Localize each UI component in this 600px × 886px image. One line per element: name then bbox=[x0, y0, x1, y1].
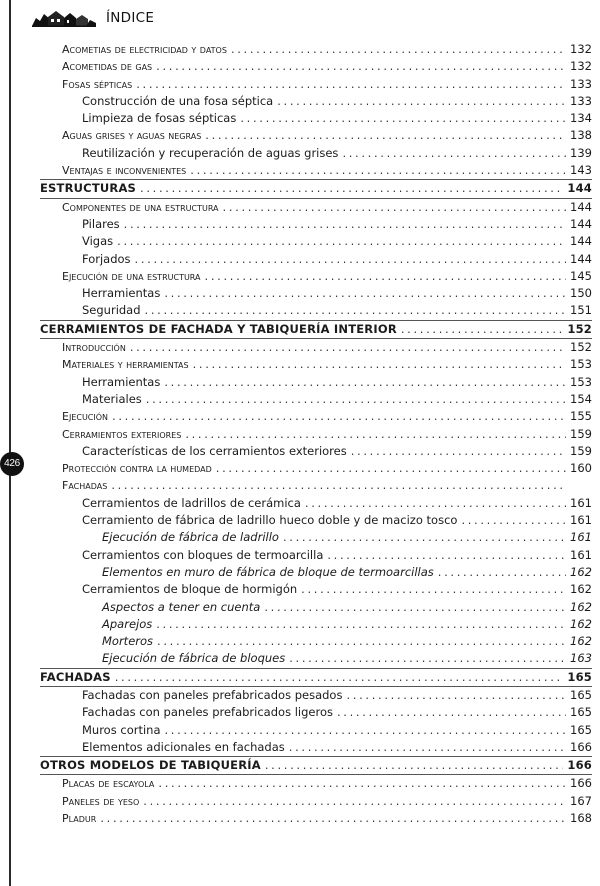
toc-section-row[interactable] bbox=[40, 757, 592, 774]
toc-page-number: 161 bbox=[570, 513, 592, 528]
dot-leader bbox=[157, 633, 566, 650]
toc-entry-title: Protección contra la humedad bbox=[62, 462, 212, 476]
toc-entry-title: Fachadas con paneles prefabricados pesados bbox=[82, 687, 343, 702]
dot-leader bbox=[277, 93, 566, 110]
toc-entry-title: Pladur bbox=[62, 812, 97, 826]
toc-entry-title: Acometias de electricidad y datos bbox=[62, 43, 227, 56]
toc-page-number: 134 bbox=[570, 111, 592, 126]
dot-leader bbox=[223, 199, 566, 216]
toc-page-number: 159 bbox=[570, 426, 592, 441]
toc-entry-title: Vigas bbox=[82, 234, 114, 249]
toc-page-number: 163 bbox=[570, 651, 592, 666]
houses-logo-icon bbox=[32, 9, 96, 27]
toc-entry-row[interactable] bbox=[40, 41, 592, 58]
toc-entry-title: Pilares bbox=[82, 216, 120, 231]
toc-page-number: 160 bbox=[570, 461, 592, 476]
dot-leader bbox=[130, 339, 566, 356]
toc-entry-title: Ejecución de una estructura bbox=[62, 269, 201, 283]
toc-page-number: 165 bbox=[567, 669, 592, 684]
toc-entry-row[interactable] bbox=[40, 374, 592, 391]
toc-entry-title: Forjados bbox=[82, 251, 131, 266]
toc-entry-row[interactable] bbox=[40, 650, 592, 667]
toc-entry-row[interactable] bbox=[40, 581, 592, 598]
toc-entry-title: Acometidas de gas bbox=[62, 60, 153, 74]
toc-entry-title: Materiales y herramientas bbox=[62, 358, 189, 372]
toc-page-number: 165 bbox=[570, 705, 592, 720]
dot-leader bbox=[156, 58, 566, 75]
toc-page-number: 143 bbox=[570, 163, 592, 178]
toc-page-number: 166 bbox=[570, 739, 592, 754]
toc-page-number: 132 bbox=[570, 42, 592, 56]
toc-entry-title: Componentes de una estructura bbox=[62, 200, 219, 214]
dot-leader bbox=[351, 443, 566, 460]
page-number-badge: 426 bbox=[0, 452, 24, 476]
toc-page-number: 133 bbox=[570, 76, 592, 91]
toc-entry-title: Elementos en muro de fábrica de bloque de termoarcillas bbox=[102, 564, 434, 579]
toc-entry-title: Ventajas e inconvenientes bbox=[62, 164, 187, 178]
toc-page-number: 153 bbox=[570, 374, 592, 389]
dot-leader bbox=[289, 739, 566, 756]
dot-leader bbox=[112, 408, 566, 425]
dot-leader bbox=[305, 495, 566, 512]
dot-leader bbox=[158, 775, 566, 792]
margin-rule bbox=[9, 0, 11, 886]
toc-entry-row[interactable] bbox=[40, 529, 592, 546]
toc-page-number: 151 bbox=[570, 303, 592, 318]
toc-entry-title: Reutilización y recuperación de aguas grises bbox=[82, 145, 339, 160]
dot-leader bbox=[438, 564, 566, 581]
toc-page-number: 153 bbox=[570, 357, 592, 372]
dot-leader bbox=[115, 669, 564, 686]
dot-leader bbox=[301, 581, 566, 598]
toc-entry-title: Fachadas bbox=[62, 479, 108, 493]
toc-page-number: 150 bbox=[570, 286, 592, 301]
toc-entry-title: Muros cortina bbox=[82, 722, 161, 737]
toc-page-number: 155 bbox=[570, 409, 592, 424]
toc-entry-title: Elementos adicionales en fachadas bbox=[82, 739, 285, 754]
toc-entry-row[interactable] bbox=[40, 76, 592, 93]
toc-page-number: 161 bbox=[570, 530, 592, 545]
dot-leader bbox=[342, 145, 566, 162]
table-of-contents bbox=[40, 41, 592, 827]
toc-entry-row[interactable] bbox=[40, 793, 592, 810]
toc-entry-row[interactable] bbox=[40, 251, 592, 268]
toc-entry-title: Limpieza de fosas sépticas bbox=[82, 111, 237, 126]
toc-entry-row[interactable] bbox=[40, 58, 592, 75]
toc-entry-row[interactable] bbox=[40, 285, 592, 302]
toc-entry-row[interactable] bbox=[40, 810, 592, 827]
toc-entry-title: Aspectos a tener en cuenta bbox=[102, 599, 261, 614]
dot-leader bbox=[140, 180, 563, 197]
toc-page-number: 166 bbox=[570, 776, 592, 791]
toc-entry-row[interactable] bbox=[40, 162, 592, 179]
toc-entry-row[interactable] bbox=[40, 199, 592, 216]
dot-leader bbox=[145, 302, 566, 319]
toc-entry-title: Morteros bbox=[102, 634, 154, 649]
dot-leader bbox=[346, 687, 566, 704]
dot-leader bbox=[205, 268, 566, 285]
toc-page-number: 165 bbox=[570, 687, 592, 702]
toc-entry-row[interactable] bbox=[40, 547, 592, 564]
toc-page-number: 162 bbox=[570, 564, 592, 579]
toc-section-row[interactable] bbox=[40, 321, 592, 338]
toc-entry-row[interactable] bbox=[40, 233, 592, 250]
toc-entry-title: Paneles de yeso bbox=[62, 794, 140, 808]
toc-entry-title: Cerramiento de fábrica de ladrillo hueco doble y de macizo tosco bbox=[82, 513, 458, 528]
dot-leader bbox=[193, 356, 566, 373]
toc-page-number: 144 bbox=[570, 216, 592, 231]
toc-entry-row[interactable] bbox=[40, 512, 592, 529]
dot-leader bbox=[136, 76, 566, 93]
dot-leader bbox=[190, 162, 566, 179]
toc-page-number: 138 bbox=[570, 128, 592, 143]
toc-page-number: 165 bbox=[570, 722, 592, 737]
toc-entry-row[interactable] bbox=[40, 216, 592, 233]
toc-page-number: 162 bbox=[570, 616, 592, 631]
toc-entry-row[interactable] bbox=[40, 93, 592, 110]
dot-leader bbox=[185, 426, 566, 443]
toc-entry-title: Cerramientos exteriores bbox=[62, 427, 182, 441]
toc-entry-title: FACHADAS bbox=[40, 669, 111, 684]
toc-entry-row[interactable] bbox=[40, 477, 592, 494]
toc-entry-row[interactable] bbox=[40, 739, 592, 756]
toc-entry-title: Ejecución bbox=[62, 410, 109, 424]
toc-entry-title: Herramientas bbox=[82, 374, 161, 389]
toc-page-number: 132 bbox=[570, 59, 592, 74]
toc-page-number: 162 bbox=[570, 582, 592, 597]
toc-entry-title: CERRAMIENTOS DE FACHADA Y TABIQUERÍA INTERIOR bbox=[40, 321, 397, 336]
dot-leader bbox=[156, 616, 566, 633]
toc-page-number: 162 bbox=[570, 634, 592, 649]
toc-entry-row[interactable] bbox=[40, 775, 592, 792]
toc-entry-row[interactable] bbox=[40, 408, 592, 425]
dot-leader bbox=[327, 547, 566, 564]
dot-leader bbox=[135, 251, 566, 268]
toc-entry-row[interactable] bbox=[40, 616, 592, 633]
dot-leader bbox=[401, 321, 564, 338]
toc-page-number: 162 bbox=[570, 599, 592, 614]
toc-entry-row[interactable] bbox=[40, 687, 592, 704]
dot-leader bbox=[111, 477, 566, 494]
toc-entry-title: Aparejos bbox=[102, 616, 153, 631]
toc-entry-row[interactable] bbox=[40, 268, 592, 285]
toc-entry-row[interactable] bbox=[40, 391, 592, 408]
dot-leader bbox=[165, 722, 567, 739]
toc-entry-title: Fosas sépticas bbox=[62, 77, 133, 91]
toc-entry-row[interactable] bbox=[40, 460, 592, 477]
toc-entry-title: ESTRUCTURAS bbox=[40, 181, 137, 196]
toc-section-row[interactable] bbox=[40, 180, 592, 197]
toc-entry-title: Fachadas con paneles prefabricados ligeros bbox=[82, 705, 333, 720]
toc-entry-title: Materiales bbox=[82, 391, 142, 406]
toc-entry-title: Placas de escayola bbox=[62, 777, 155, 791]
toc-entry-row[interactable] bbox=[40, 564, 592, 581]
toc-entry-title: Cerramientos con bloques de termoarcilla bbox=[82, 547, 324, 562]
toc-page-number: 152 bbox=[567, 321, 592, 336]
dot-leader bbox=[164, 285, 566, 302]
toc-entry-title: Construcción de una fosa séptica bbox=[82, 93, 274, 108]
dot-leader bbox=[216, 460, 566, 477]
toc-entry-row[interactable] bbox=[40, 110, 592, 127]
toc-entry-row[interactable] bbox=[40, 495, 592, 512]
toc-entry-row[interactable] bbox=[40, 426, 592, 443]
page-title: ÍNDICE bbox=[106, 10, 155, 26]
dot-leader bbox=[240, 110, 566, 127]
toc-entry-title: OTROS MODELOS DE TABIQUERÍA bbox=[40, 758, 261, 773]
dot-leader bbox=[337, 704, 566, 721]
toc-entry-row[interactable] bbox=[40, 704, 592, 721]
toc-page-number: 161 bbox=[570, 495, 592, 510]
toc-entry-row[interactable] bbox=[40, 633, 592, 650]
toc-entry-row[interactable] bbox=[40, 599, 592, 616]
toc-page-number: 144 bbox=[570, 199, 592, 214]
toc-page-number: 166 bbox=[567, 758, 592, 773]
dot-leader bbox=[164, 374, 566, 391]
toc-entry-title: Cerramientos de ladrillos de cerámica bbox=[82, 495, 301, 510]
toc-page-number: 152 bbox=[570, 340, 592, 355]
toc-page-number: 154 bbox=[570, 391, 592, 406]
toc-entry-title: Ejecución de fábrica de bloques bbox=[102, 651, 286, 666]
toc-entry-row[interactable] bbox=[40, 356, 592, 373]
toc-entry-title: Características de los cerramientos exteriores bbox=[82, 443, 347, 458]
dot-leader bbox=[265, 757, 564, 774]
toc-entry-row[interactable] bbox=[40, 339, 592, 356]
dot-leader bbox=[100, 810, 566, 827]
toc-entry-title: Ejecución de fábrica de ladrillo bbox=[102, 530, 279, 545]
dot-leader bbox=[264, 599, 566, 616]
toc-entry-title: Aguas grises y aguas negras bbox=[62, 129, 202, 143]
dot-leader bbox=[146, 391, 566, 408]
toc-entry-row[interactable] bbox=[40, 443, 592, 460]
toc-page-number: 145 bbox=[570, 268, 592, 283]
toc-page-number: 139 bbox=[570, 145, 592, 160]
dot-leader bbox=[205, 127, 566, 144]
toc-page-number: 159 bbox=[570, 443, 592, 458]
toc-entry-title: Herramientas bbox=[82, 286, 161, 301]
toc-page-number: 161 bbox=[570, 547, 592, 562]
toc-page-number: 144 bbox=[570, 234, 592, 249]
toc-entry-row[interactable] bbox=[40, 145, 592, 162]
dot-leader bbox=[461, 512, 566, 529]
dot-leader bbox=[231, 41, 566, 58]
toc-page-number: 133 bbox=[570, 93, 592, 108]
toc-page-number: 144 bbox=[570, 251, 592, 266]
toc-page-number: 168 bbox=[570, 811, 592, 826]
toc-section-row[interactable] bbox=[40, 669, 592, 686]
toc-entry-title: Cerramientos de bloque de hormigón bbox=[82, 582, 298, 597]
toc-page-number: 167 bbox=[570, 793, 592, 808]
toc-page-number: 144 bbox=[567, 181, 592, 196]
dot-leader bbox=[283, 529, 566, 546]
toc-entry-title: Seguridad bbox=[82, 303, 141, 318]
toc-entry-row[interactable] bbox=[40, 302, 592, 319]
toc-entry-row[interactable] bbox=[40, 127, 592, 144]
dot-leader bbox=[289, 650, 566, 667]
dot-leader bbox=[143, 793, 566, 810]
page-header bbox=[32, 6, 154, 30]
toc-entry-title: Introducción bbox=[62, 341, 126, 355]
dot-leader bbox=[117, 233, 566, 250]
toc-entry-row[interactable] bbox=[40, 722, 592, 739]
dot-leader bbox=[124, 216, 566, 233]
